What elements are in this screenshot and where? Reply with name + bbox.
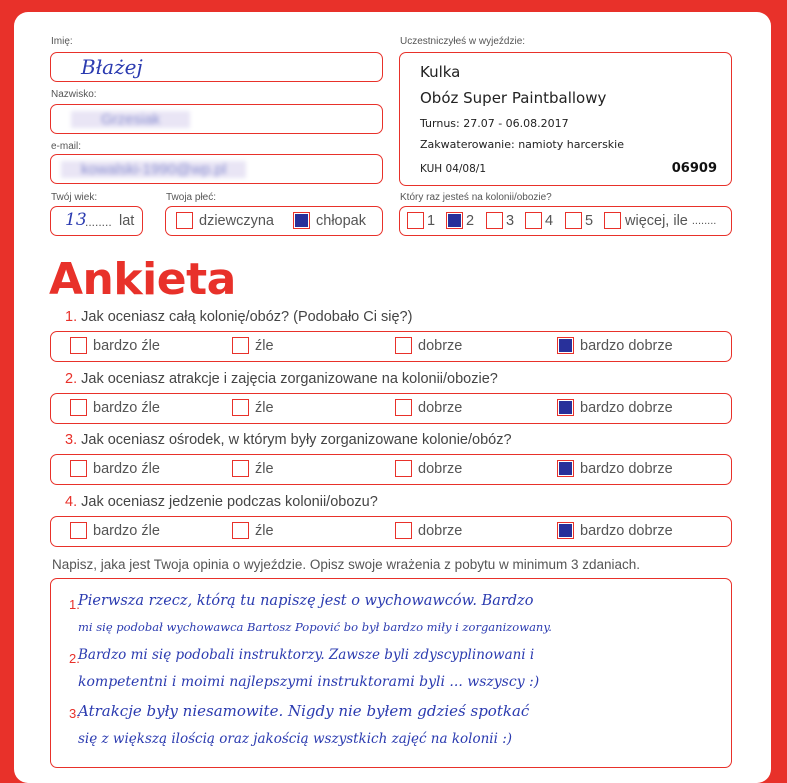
opinion-textarea[interactable] (50, 578, 732, 768)
answer-number-3: 3. (69, 706, 80, 721)
times-label: Który raz jesteś na kolonii/obozie? (400, 192, 552, 203)
question-1-text: Jak oceniasz całą kolonię/obóz? (Podobało Ci się?) (81, 309, 413, 325)
q3-checkbox-bad[interactable] (232, 460, 249, 477)
q3-option-good[interactable] (395, 460, 462, 477)
trip-label: Uczestniczyłeś w wyjeździe: (400, 36, 526, 47)
q2-option-bad[interactable] (232, 399, 274, 416)
gender-option-boy[interactable] (293, 212, 366, 229)
times-option-more-label: więcej, ile (625, 212, 688, 229)
q4-option-very-good-label: bardzo dobrze (580, 522, 673, 539)
q2-option-bad-label: źle (255, 399, 274, 416)
times-checkbox-more[interactable] (604, 212, 621, 229)
q1-checkbox-bad[interactable] (232, 337, 249, 354)
email-label: e-mail: (51, 141, 82, 152)
trip-code: KUH 04/08/1 (420, 163, 486, 175)
question-3 (65, 432, 512, 448)
question-1 (65, 309, 412, 325)
q2-checkbox-good[interactable] (395, 399, 412, 416)
answer-number-1: 1. (69, 597, 80, 612)
name-field[interactable] (50, 52, 383, 82)
age-field[interactable] (50, 206, 143, 236)
times-option-4[interactable] (525, 212, 553, 229)
q2-option-good[interactable] (395, 399, 462, 416)
gender-option-boy-label: chłopak (316, 212, 366, 229)
times-field (399, 206, 732, 236)
surname-label: Nazwisko: (51, 89, 97, 100)
age-label: Twój wiek: (51, 192, 98, 203)
q4-option-good-label: dobrze (418, 522, 463, 539)
survey-title: Ankieta (49, 254, 236, 305)
q3-option-very-bad-label: bardzo źle (93, 460, 160, 477)
gender-option-girl-label: dziewczyna (199, 212, 274, 229)
times-option-1[interactable] (407, 212, 435, 229)
question-1-number: 1. (65, 309, 78, 325)
question-4-options (50, 516, 732, 547)
q2-checkbox-very-good[interactable] (557, 399, 574, 416)
q2-checkbox-very-bad[interactable] (70, 399, 87, 416)
q4-checkbox-good[interactable] (395, 522, 412, 539)
times-checkbox-2[interactable] (446, 212, 463, 229)
q2-option-good-label: dobrze (418, 399, 463, 416)
answer-number-2: 2. (69, 651, 80, 666)
question-1-options (50, 331, 732, 362)
trip-camp: Kulka (420, 63, 461, 81)
times-checkbox-5[interactable] (565, 212, 582, 229)
email-field[interactable] (50, 154, 383, 184)
q3-option-good-label: dobrze (418, 460, 463, 477)
age-value: 13 (65, 210, 87, 230)
q3-checkbox-good[interactable] (395, 460, 412, 477)
q1-option-very-bad[interactable] (70, 337, 160, 354)
question-3-options (50, 454, 732, 485)
q4-option-very-good[interactable] (557, 522, 673, 539)
question-2-text: Jak oceniasz atrakcje i zajęcia zorganizowane na kolonii/obozie? (81, 371, 498, 387)
q2-option-very-good-label: bardzo dobrze (580, 399, 673, 416)
q1-option-bad[interactable] (232, 337, 274, 354)
q1-option-good-label: dobrze (418, 337, 463, 354)
q2-option-very-bad-label: bardzo źle (93, 399, 160, 416)
surname-field[interactable] (50, 104, 383, 134)
q3-option-bad-label: źle (255, 460, 274, 477)
name-value: Błażej (81, 55, 143, 79)
trip-number: 06909 (671, 161, 717, 176)
gender-checkbox-girl[interactable] (176, 212, 193, 229)
trip-info-box (399, 52, 732, 186)
q3-checkbox-very-good[interactable] (557, 460, 574, 477)
times-option-more[interactable] (604, 212, 716, 229)
q4-option-good[interactable] (395, 522, 462, 539)
q1-option-very-good[interactable] (557, 337, 673, 354)
times-option-3[interactable] (486, 212, 514, 229)
q4-option-very-bad-label: bardzo źle (93, 522, 160, 539)
age-unit: lat (119, 213, 135, 229)
times-option-2[interactable] (446, 212, 474, 229)
q4-option-bad-label: źle (255, 522, 274, 539)
trip-accommodation: Zakwaterowanie: namioty harcerskie (420, 138, 624, 151)
question-2-options (50, 393, 732, 424)
question-4-number: 4. (65, 494, 78, 510)
times-checkbox-1[interactable] (407, 212, 424, 229)
q4-checkbox-very-bad[interactable] (70, 522, 87, 539)
trip-name: Obóz Super Paintballowy (420, 89, 607, 107)
q2-checkbox-bad[interactable] (232, 399, 249, 416)
q4-checkbox-bad[interactable] (232, 522, 249, 539)
q4-option-very-bad[interactable] (70, 522, 160, 539)
q1-option-very-good-label: bardzo dobrze (580, 337, 673, 354)
times-option-5[interactable] (565, 212, 593, 229)
answer-line-4: kompetentni i moimi najlepszymi instruktorami byli ... wszyscy :) (78, 674, 540, 690)
survey-sheet (14, 12, 771, 783)
times-option-3-label: 3 (506, 212, 515, 229)
answer-line-1: Pierwsza rzecz, którą tu napiszę jest o wychowawców. Bardzo (78, 593, 534, 609)
times-more-dots: ........ (691, 214, 717, 227)
question-2-number: 2. (65, 371, 78, 387)
trip-turnus: Turnus: 27.07 - 06.08.2017 (420, 117, 569, 130)
question-4-text: Jak oceniasz jedzenie podczas kolonii/obozu? (81, 494, 378, 510)
question-3-number: 3. (65, 432, 78, 448)
q3-option-very-good[interactable] (557, 460, 673, 477)
gender-checkbox-boy[interactable] (293, 212, 310, 229)
answer-line-2: mi się podobał wychowawca Bartosz Popović bo był bardzo miły i zorganizowany. (78, 620, 552, 634)
question-2 (65, 371, 498, 387)
q3-option-bad[interactable] (232, 460, 274, 477)
q2-option-very-bad[interactable] (70, 399, 160, 416)
q1-option-very-bad-label: bardzo źle (93, 337, 160, 354)
q3-checkbox-very-bad[interactable] (70, 460, 87, 477)
q1-checkbox-good[interactable] (395, 337, 412, 354)
q3-option-very-bad[interactable] (70, 460, 160, 477)
question-4 (65, 494, 378, 510)
times-option-2-label: 2 (466, 212, 475, 229)
gender-option-girl[interactable] (176, 212, 274, 229)
times-option-5-label: 5 (585, 212, 594, 229)
q1-option-good[interactable] (395, 337, 462, 354)
q1-option-bad-label: źle (255, 337, 274, 354)
age-dots: ........ (85, 215, 112, 229)
gender-field (165, 206, 383, 236)
times-checkbox-3[interactable] (486, 212, 503, 229)
opinion-prompt: Napisz, jaka jest Twoja opinia o wyjeździe. Opisz swoje wrażenia z pobytu w minimum 3 zdaniach. (52, 557, 641, 572)
surname-value: Grzesiak (71, 111, 190, 128)
times-checkbox-4[interactable] (525, 212, 542, 229)
times-option-1-label: 1 (427, 212, 436, 229)
name-label: Imię: (51, 36, 73, 47)
q3-option-very-good-label: bardzo dobrze (580, 460, 673, 477)
email-value: kowalski-1990@wp.pl (61, 161, 246, 178)
answer-line-5: Atrakcje były niesamowite. Nigdy nie byłem gdzieś spotkać (78, 702, 530, 720)
answer-line-3: Bardzo mi się podobali instruktorzy. Zawsze byli zdyscyplinowani i (78, 647, 535, 663)
q1-checkbox-very-bad[interactable] (70, 337, 87, 354)
q1-checkbox-very-good[interactable] (557, 337, 574, 354)
gender-label: Twoja płeć: (166, 192, 217, 203)
answer-line-6: się z większą ilością oraz jakością wszystkich zajęć na kolonii :) (78, 731, 513, 747)
question-3-text: Jak oceniasz ośrodek, w którym były zorganizowane kolonie/obóz? (81, 432, 512, 448)
times-option-4-label: 4 (545, 212, 554, 229)
q2-option-very-good[interactable] (557, 399, 673, 416)
q4-option-bad[interactable] (232, 522, 274, 539)
q4-checkbox-very-good[interactable] (557, 522, 574, 539)
